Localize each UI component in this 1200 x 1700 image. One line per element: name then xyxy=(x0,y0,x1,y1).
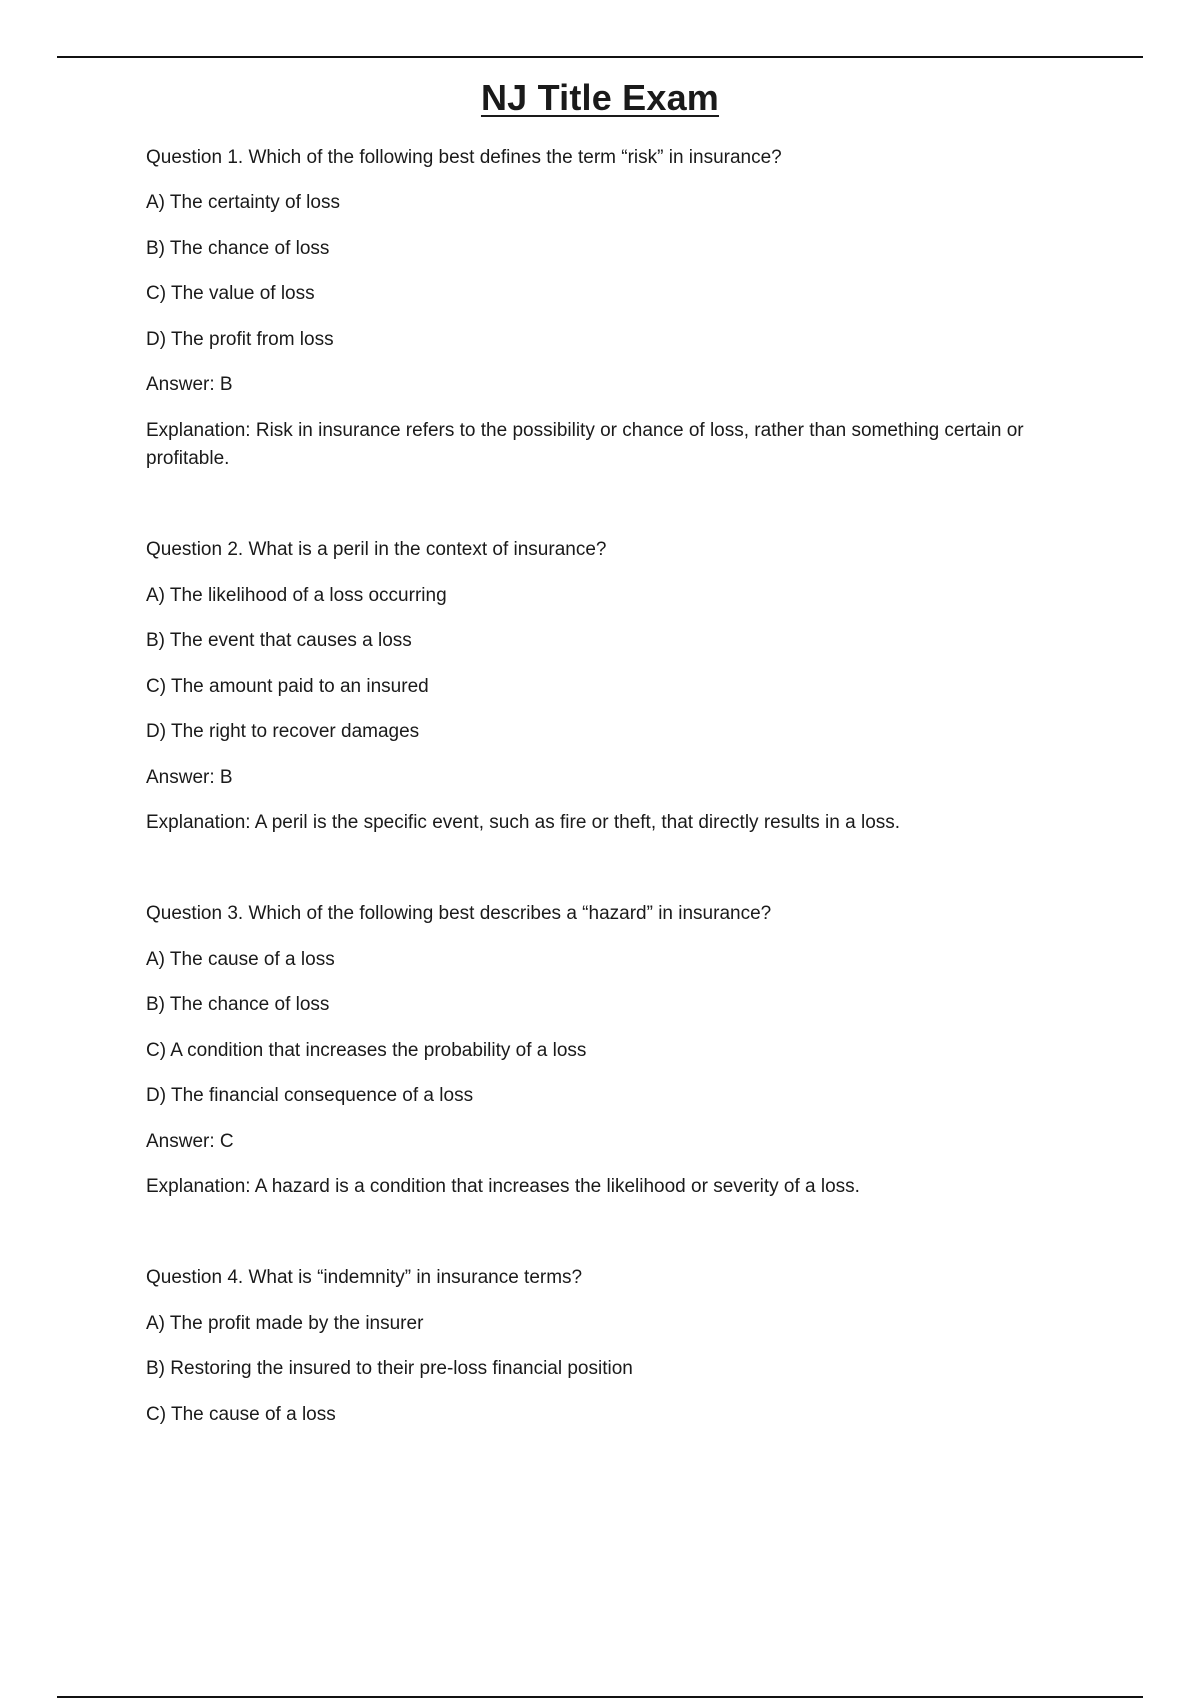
question-3-explanation: Explanation: A hazard is a condition that increases the likelihood or severity of a loss. xyxy=(146,1176,860,1197)
bottom-rule xyxy=(57,1696,1143,1698)
question-2-option-a: A) The likelihood of a loss occurring xyxy=(146,585,447,606)
question-4-option-c: C) The cause of a loss xyxy=(146,1404,336,1425)
question-1-option-b: B) The chance of loss xyxy=(146,238,330,259)
question-3-text: Question 3. Which of the following best describes a “hazard” in insurance? xyxy=(146,903,772,924)
question-2-option-d: D) The right to recover damages xyxy=(146,721,420,742)
question-1-answer: Answer: B xyxy=(146,374,233,395)
question-3-answer: Answer: C xyxy=(146,1131,234,1152)
question-4-option-a: A) The profit made by the insurer xyxy=(146,1313,424,1334)
page-title: NJ Title Exam xyxy=(480,77,720,118)
top-rule xyxy=(57,56,1143,58)
question-2-text: Question 2. What is a peril in the context of insurance? xyxy=(146,539,607,560)
question-3-option-b: B) The chance of loss xyxy=(146,994,330,1015)
question-1-text: Question 1. Which of the following best defines the term “risk” in insurance? xyxy=(146,147,782,168)
question-3-option-c: C) A condition that increases the probability of a loss xyxy=(146,1040,587,1061)
question-2-option-b: B) The event that causes a loss xyxy=(146,630,412,651)
question-3-option-a: A) The cause of a loss xyxy=(146,949,335,970)
question-2-option-c: C) The amount paid to an insured xyxy=(146,676,429,697)
question-2-answer: Answer: B xyxy=(146,767,233,788)
question-4-text: Question 4. What is “indemnity” in insurance terms? xyxy=(146,1267,583,1288)
question-1-option-d: D) The profit from loss xyxy=(146,329,334,350)
question-3-option-d: D) The financial consequence of a loss xyxy=(146,1085,474,1106)
question-1-option-c: C) The value of loss xyxy=(146,283,315,304)
question-4-option-b: B) Restoring the insured to their pre-loss financial position xyxy=(146,1358,633,1379)
question-1-explanation: Explanation: Risk in insurance refers to the possibility or chance of loss, rather than something certain or profitable. xyxy=(146,420,1024,469)
question-2-explanation: Explanation: A peril is the specific event, such as fire or theft, that directly results in a loss. xyxy=(146,812,901,833)
question-1-option-a: A) The certainty of loss xyxy=(146,192,340,213)
